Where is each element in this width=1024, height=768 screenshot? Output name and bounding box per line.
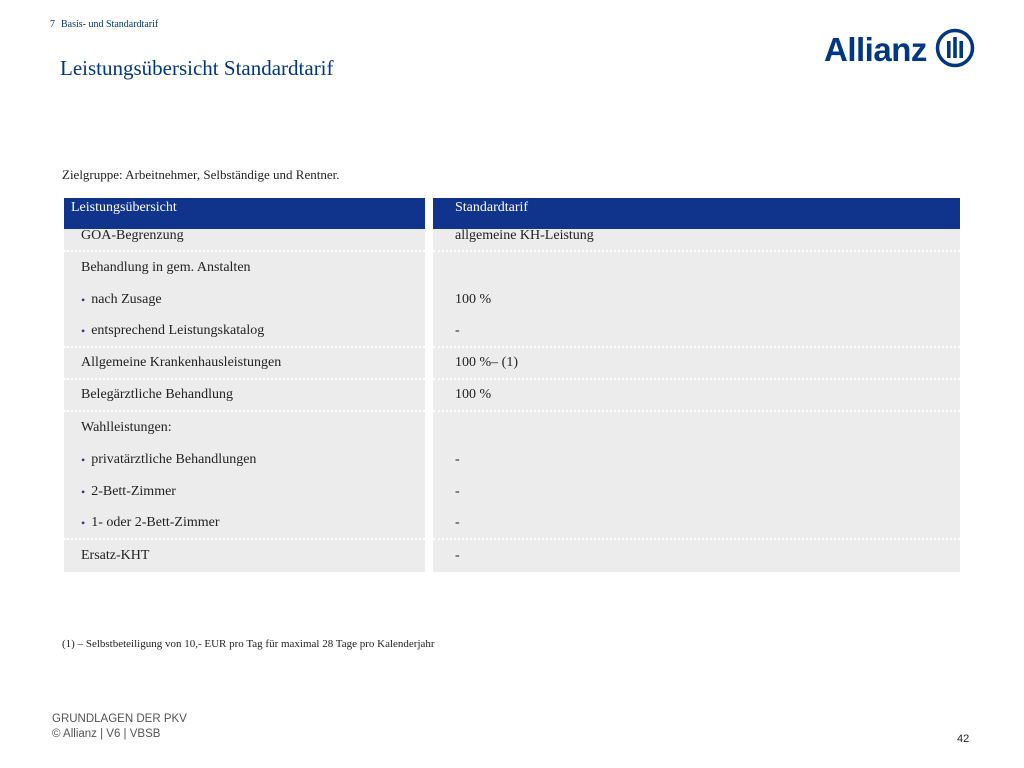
table-cell-right xyxy=(433,316,960,348)
table-cell-text: - xyxy=(455,323,460,338)
table-cell-left xyxy=(64,540,425,572)
breadcrumb-number: 7 xyxy=(50,19,55,30)
table-cell-right xyxy=(433,348,960,380)
table-cell-left xyxy=(64,444,425,476)
table-column-left xyxy=(64,198,425,572)
bullet-icon: • xyxy=(81,515,86,530)
table-cell-text: GOÄ-Begrenzung xyxy=(81,227,184,243)
table-cell-text: allgemeine KH-Leistung xyxy=(455,227,594,243)
table-cell-right xyxy=(433,380,960,412)
breadcrumb xyxy=(50,19,158,30)
table-cell-text: - xyxy=(455,515,460,530)
table-cell-text: Wahlleistungen: xyxy=(81,420,172,435)
table-cell-left xyxy=(64,508,425,540)
footer-line1: GRUNDLAGEN DER PKV xyxy=(52,713,187,725)
table-cell-text: entsprechend Leistungskatalog xyxy=(91,323,265,338)
logo-text: Allianz xyxy=(824,31,927,68)
table-cell-right xyxy=(433,284,960,316)
page-title: Leistungsübersicht Standardtarif xyxy=(60,56,334,80)
table-cell-text: nach Zusage xyxy=(91,292,162,307)
allianz-eagle-icon xyxy=(935,28,975,72)
table-cell-left xyxy=(64,316,425,348)
table-cell-right xyxy=(433,540,960,572)
bullet-icon: • xyxy=(81,484,86,499)
bullet-icon: • xyxy=(81,323,86,338)
table-cell-right xyxy=(433,444,960,476)
table-cell-text: Behandlung in gem. Anstalten xyxy=(81,260,251,275)
table-cell-left xyxy=(64,476,425,508)
table-cell-text: Allgemeine Krankenhausleistungen xyxy=(81,355,282,370)
benefits-table xyxy=(64,198,960,572)
table-body-right xyxy=(433,229,960,572)
table-cell-text: Ersatz-KHT xyxy=(81,548,150,563)
table-cell-text: - xyxy=(455,452,460,467)
intro-text: Zielgruppe: Arbeitnehmer, Selbständige und Rentner. xyxy=(62,167,340,182)
breadcrumb-text: Basis- und Standardtarif xyxy=(61,19,159,30)
table-cell-text: 100 %– (1) xyxy=(455,355,518,370)
bullet-icon: • xyxy=(81,452,86,467)
table-cell-text: 100 % xyxy=(455,292,492,307)
bullet-icon: • xyxy=(81,292,86,307)
table-cell-left xyxy=(64,221,425,252)
table-cell-right xyxy=(433,412,960,444)
footer-line2: © Allianz | V6 | VBSB xyxy=(52,728,161,740)
table-cell-text: 1- oder 2-Bett-Zimmer xyxy=(91,515,220,530)
page-number: 42 xyxy=(957,733,970,745)
table-cell-left xyxy=(64,412,425,444)
table-cell-left xyxy=(64,380,425,412)
table-cell-left xyxy=(64,284,425,316)
table-cell-text: Belegärztliche Behandlung xyxy=(81,387,233,402)
footnote: (1) – Selbstbeteiligung von 10,- EUR pro Tag für maximal 28 Tage pro Kalenderjahr xyxy=(62,638,435,650)
table-header-left: Leistungsübersicht xyxy=(64,198,425,229)
table-header-right: Standardtarif xyxy=(433,198,960,229)
table-cell-left xyxy=(64,348,425,380)
table-cell-text: 100 % xyxy=(455,387,492,402)
table-cell-right xyxy=(433,508,960,540)
table-cell-left xyxy=(64,252,425,284)
table-cell-text: - xyxy=(455,484,460,499)
table-cell-text: - xyxy=(455,548,460,563)
table-body-left xyxy=(64,229,425,572)
table-cell-right xyxy=(433,252,960,284)
footer xyxy=(52,712,187,742)
table-cell-right xyxy=(433,221,960,252)
table-column-right xyxy=(433,198,960,572)
table-cell-right xyxy=(433,476,960,508)
table-cell-text: 2-Bett-Zimmer xyxy=(91,484,176,499)
allianz-logo xyxy=(824,28,975,72)
table-cell-text: privatärztliche Behandlungen xyxy=(91,452,257,467)
